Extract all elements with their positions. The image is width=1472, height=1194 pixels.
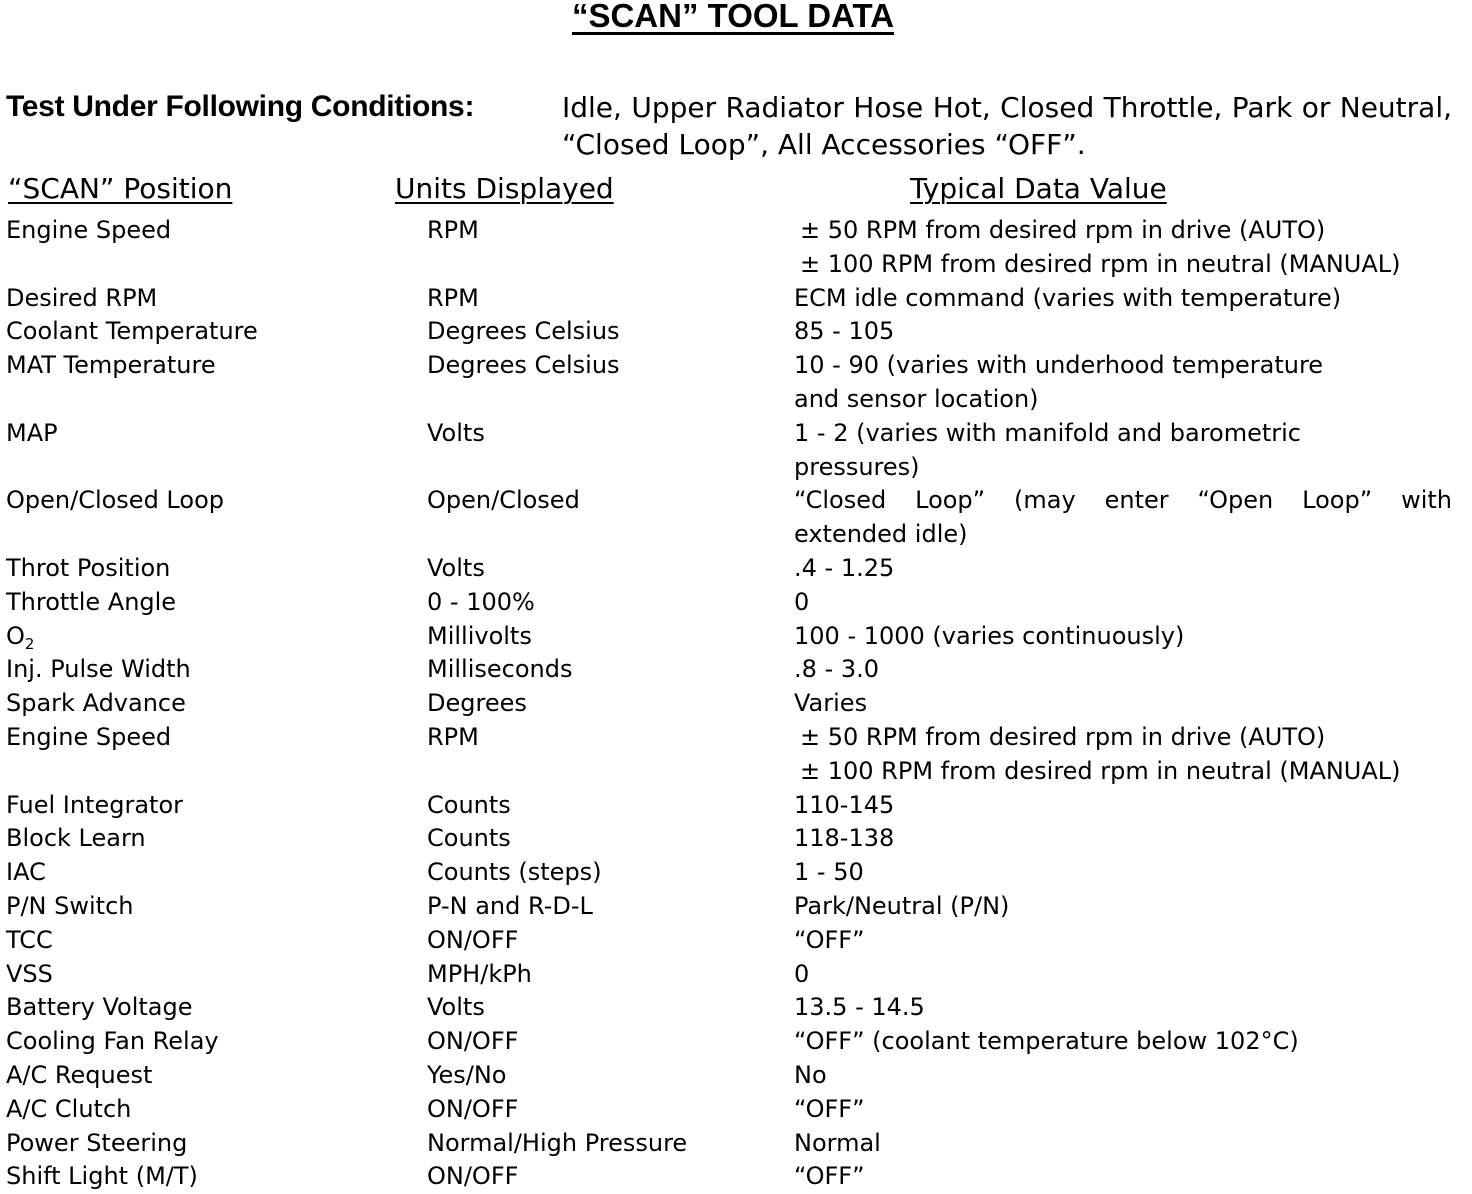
row-typical-data-value-line: 1 - 2 (varies with manifold and barometric [794,418,1301,447]
table-row [0,1025,1472,1059]
row-typical-data-value-line: ± 100 RPM from desired rpm in neutral (MANUAL) [800,249,1401,278]
row-scan-position [6,417,58,451]
row-scan-position-text: Block Learn [6,824,146,853]
row-typical-data-value-line: No [794,1060,827,1089]
table-row [0,721,1472,789]
row-scan-position [6,991,192,1025]
test-conditions-label: Test Under Following Conditions: [6,90,475,123]
row-units-displayed: RPM [427,283,479,312]
row-scan-position-text: MAP [6,418,58,447]
table-row [0,282,1472,316]
column-header-scan-position: “SCAN” Position [8,172,233,205]
row-scan-position-text: IAC [6,858,46,887]
row-scan-position [6,653,191,687]
row-typical-data-value [794,924,1452,958]
row-typical-data-value-line: .8 - 3.0 [794,655,879,684]
table-row [0,890,1472,924]
table-row [0,315,1472,349]
table-row [0,958,1472,992]
row-scan-position-text: Power Steering [6,1128,188,1157]
row-scan-position-text: VSS [6,959,53,988]
row-typical-data-value [794,349,1452,417]
table-row [0,1160,1472,1194]
row-typical-data-value-line: ± 50 RPM from desired rpm in drive (AUTO) [800,216,1326,244]
row-typical-data-value-line: and sensor location) [794,384,1039,413]
row-typical-data-value [794,721,1452,789]
row-scan-position-text: O [6,621,25,650]
row-typical-data-value [794,1059,1452,1093]
row-scan-position [6,315,258,349]
row-typical-data-value-line: 85 - 105 [794,317,895,346]
row-scan-position-text: Coolant Temperature [6,317,258,346]
page-title-text: “SCAN” TOOL DATA [571,0,895,34]
row-scan-position [6,1127,187,1161]
row-typical-data-value-line: “OFF” [794,925,865,954]
row-units-displayed: Counts (steps) [427,858,602,887]
row-typical-data-value-line: 118-138 [794,824,895,853]
row-typical-data-value-line: “OFF” [794,1094,865,1123]
row-units-displayed: MPH/kPh [427,959,532,988]
row-scan-position-text: A/C Request [6,1060,153,1089]
row-typical-data-value [794,552,1452,586]
row-units-displayed: 0 - 100% [427,587,535,616]
row-scan-position [6,789,183,823]
table-row [0,349,1472,417]
row-typical-data-value [794,417,1452,485]
row-units-displayed: ON/OFF [427,925,519,954]
row-scan-position [6,1025,219,1059]
table-row [0,653,1472,687]
row-typical-data-value [794,890,1452,924]
row-units-displayed: RPM [427,216,479,244]
table-row [0,1059,1472,1093]
row-units-displayed: RPM [427,722,479,751]
row-scan-position [6,924,53,958]
row-units-displayed: Degrees Celsius [427,351,620,380]
row-typical-data-value [794,856,1452,890]
row-scan-position [6,687,186,721]
row-typical-data-value-line: Park/Neutral (P/N) [794,891,1010,920]
row-typical-data-value-line: 100 - 1000 (varies continuously) [794,621,1185,650]
table-row [0,484,1472,552]
row-scan-position-text: Cooling Fan Relay [6,1027,219,1056]
row-scan-position-text: Shift Light (M/T) [6,1162,198,1191]
row-units-displayed: Volts [427,418,485,447]
row-typical-data-value-line: .4 - 1.25 [794,553,895,582]
row-scan-position [6,552,170,586]
row-scan-position [6,214,171,248]
row-scan-position [6,484,224,518]
row-scan-position-subscript: 2 [24,634,35,653]
table-row [0,1127,1472,1161]
row-units-displayed: Degrees Celsius [427,317,620,346]
row-typical-data-value [794,687,1452,721]
row-scan-position [6,1160,198,1194]
row-typical-data-value [794,958,1452,992]
row-typical-data-value [794,214,1452,282]
row-scan-position [6,1059,152,1093]
row-units-displayed: Milliseconds [427,655,573,684]
row-typical-data-value [794,822,1452,856]
row-typical-data-value-line: 110-145 [794,790,895,819]
row-typical-data-value-line: “OFF” [794,1162,865,1191]
row-scan-position-text: Engine Speed [6,722,172,751]
row-scan-position-text: MAT Temperature [6,351,216,380]
row-typical-data-value-line: 10 - 90 (varies with underhood temperature [794,351,1324,380]
row-scan-position [6,620,34,654]
row-scan-position-text: P/N Switch [6,891,134,920]
row-typical-data-value-line: “OFF” (coolant temperature below 102°C) [794,1027,1299,1056]
row-typical-data-value [794,991,1452,1025]
row-scan-position [6,890,134,924]
row-units-displayed: Volts [427,993,485,1022]
row-typical-data-value [794,586,1452,620]
row-scan-position [6,586,176,620]
row-scan-position [6,349,216,383]
column-header-units-displayed: Units Displayed [395,172,614,205]
row-typical-data-value-line: 0 [794,587,810,616]
row-units-displayed: Normal/High Pressure [427,1128,688,1157]
row-scan-position-text: Throttle Angle [6,587,177,616]
row-scan-position [6,282,157,316]
row-typical-data-value-line: “Closed Loop” (may enter “Open Loop” with [794,486,1452,515]
row-typical-data-value [794,1025,1452,1059]
row-scan-position-text: Engine Speed [6,216,172,244]
table-row [0,586,1472,620]
row-scan-position [6,1093,131,1127]
page-title [0,0,1466,36]
row-units-displayed: ON/OFF [427,1162,519,1191]
table-row [0,552,1472,586]
row-units-displayed: Millivolts [427,621,532,650]
table-row [0,214,1472,282]
row-typical-data-value-line: pressures) [794,452,920,481]
table-row [0,856,1472,890]
table-row [0,991,1472,1025]
row-scan-position [6,721,171,755]
row-typical-data-value-line: Varies [794,689,868,718]
column-header-typical-data-value: Typical Data Value [910,172,1167,205]
row-scan-position-text: Spark Advance [6,689,186,718]
row-scan-position-text: TCC [6,925,53,954]
row-scan-position-text: Throt Position [6,553,171,582]
scan-data-table [0,214,1472,1194]
row-typical-data-value [794,653,1452,687]
row-typical-data-value [794,484,1452,552]
row-typical-data-value-line: 13.5 - 14.5 [794,993,925,1022]
row-typical-data-value-line: ± 100 RPM from desired rpm in neutral (MANUAL) [800,756,1401,785]
row-typical-data-value [794,1127,1452,1161]
row-scan-position-text: Inj. Pulse Width [6,655,191,684]
row-typical-data-value [794,1160,1452,1194]
row-units-displayed: ON/OFF [427,1027,519,1056]
row-units-displayed: ON/OFF [427,1094,519,1123]
row-typical-data-value [794,315,1452,349]
row-units-displayed: Volts [427,553,485,582]
row-typical-data-value [794,282,1452,316]
table-row [0,620,1472,654]
row-units-displayed: Yes/No [427,1060,507,1089]
table-row [0,924,1472,958]
row-units-displayed: Counts [427,790,511,819]
table-row [0,687,1472,721]
row-typical-data-value [794,789,1452,823]
row-units-displayed: Degrees [427,689,527,718]
row-units-displayed: Counts [427,824,511,853]
row-typical-data-value-line: Normal [794,1128,881,1157]
row-scan-position [6,856,46,890]
row-typical-data-value-line: 1 - 50 [794,858,864,887]
row-scan-position-text: Desired RPM [6,283,158,312]
test-conditions-text: Idle, Upper Radiator Hose Hot, Closed Throttle, Park or Neutral, “Closed Loop”, All Accessories “OFF”. [562,91,1452,161]
row-typical-data-value-line: ± 50 RPM from desired rpm in drive (AUTO) [800,722,1326,751]
row-typical-data-value [794,1093,1452,1127]
row-units-displayed: Open/Closed [427,486,580,515]
row-scan-position [6,822,146,856]
row-typical-data-value [794,620,1452,654]
row-typical-data-value-line: ECM idle command (varies with temperature) [794,283,1342,312]
table-row [0,1093,1472,1127]
row-typical-data-value-line: extended idle) [794,520,968,549]
row-scan-position-text: Battery Voltage [6,993,193,1022]
table-row [0,822,1472,856]
row-scan-position-text: Fuel Integrator [6,790,183,819]
table-row [0,417,1472,485]
row-scan-position-text: Open/Closed Loop [6,486,224,515]
row-units-displayed: P-N and R-D-L [427,891,593,920]
row-typical-data-value-line: 0 [794,959,810,988]
row-scan-position [6,958,53,992]
row-scan-position-text: A/C Clutch [6,1094,132,1123]
table-row [0,789,1472,823]
